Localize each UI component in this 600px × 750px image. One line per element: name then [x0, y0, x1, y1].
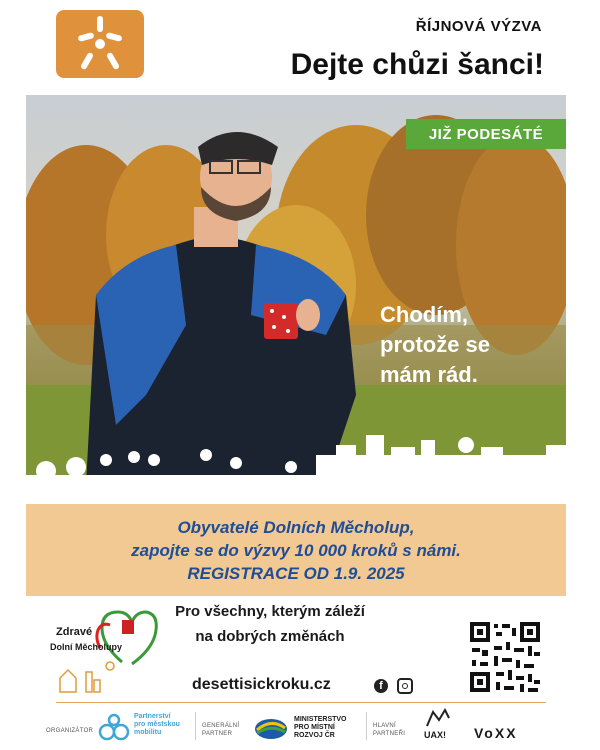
mobility-logo [97, 712, 131, 742]
organizer-label: ORGANIZÁTOR [46, 728, 94, 734]
callout-band [26, 504, 566, 596]
campaign-eyebrow: ŘÍJNOVÁ VÝZVA [415, 18, 542, 35]
organizer-name-line: Partnerství [134, 713, 171, 720]
footer-divider [56, 702, 546, 703]
ministry-name-line: PRO MÍSTNÍ [294, 724, 335, 731]
callout-line: Obyvatelé Dolních Měcholup, [177, 517, 415, 537]
hero-scene [26, 95, 566, 495]
ministry-name-line: ROZVOJ ČR [294, 732, 335, 739]
voxx-logo: VoXX [474, 725, 518, 741]
organizer-name-line: mobilitu [134, 729, 162, 736]
hero-quote [380, 300, 560, 390]
brand-name: Zdravé [56, 626, 93, 638]
main-partners-label-line: HLAVNÍ [373, 723, 397, 729]
facebook-icon[interactable]: f [374, 679, 388, 693]
hero-photo [26, 95, 566, 495]
tagline: Pro všechny, kterým záleží [175, 603, 365, 620]
quote-line: Chodím, [380, 302, 468, 327]
footprints-icon [70, 14, 130, 76]
walking-logo [56, 10, 144, 78]
general-partner-label-line: GENERÁLNÍ [202, 723, 240, 729]
page-title: Dejte chůzi šanci! [290, 48, 544, 81]
instagram-icon[interactable] [397, 678, 413, 694]
organizer-name [134, 713, 180, 737]
quote-line: mám rád. [380, 362, 478, 387]
tagline: na dobrých změnách [195, 628, 345, 645]
anniversary-badge: JIŽ PODESÁTÉ [406, 119, 566, 149]
main-partners-label [373, 722, 405, 738]
website-link[interactable]: desettisickroku.cz [192, 676, 331, 693]
registration-line: REGISTRACE OD 1.9. 2025 [187, 563, 405, 583]
main-partners-label-line: PARTNEŘI [373, 731, 406, 737]
general-partner-label-line: PARTNER [202, 731, 233, 737]
uax-logo-text: UAX! [424, 730, 446, 740]
qr-code[interactable] [468, 620, 542, 694]
brand-locality: Dolní Měcholupy [50, 642, 122, 652]
callout-line: zapojte se do výzvy 10 000 kroků s námi. [131, 540, 461, 560]
footer-separator [366, 712, 367, 740]
uax-logo-mark [423, 708, 453, 728]
ministry-name-line: MINISTERSTVO [294, 716, 347, 723]
ministry-name [294, 716, 347, 740]
footer-separator [195, 712, 196, 740]
quote-line: protože se [380, 332, 491, 357]
ministry-logo [254, 718, 288, 740]
organizer-name-line: pro městskou [134, 721, 180, 728]
general-partner-label [202, 722, 239, 738]
